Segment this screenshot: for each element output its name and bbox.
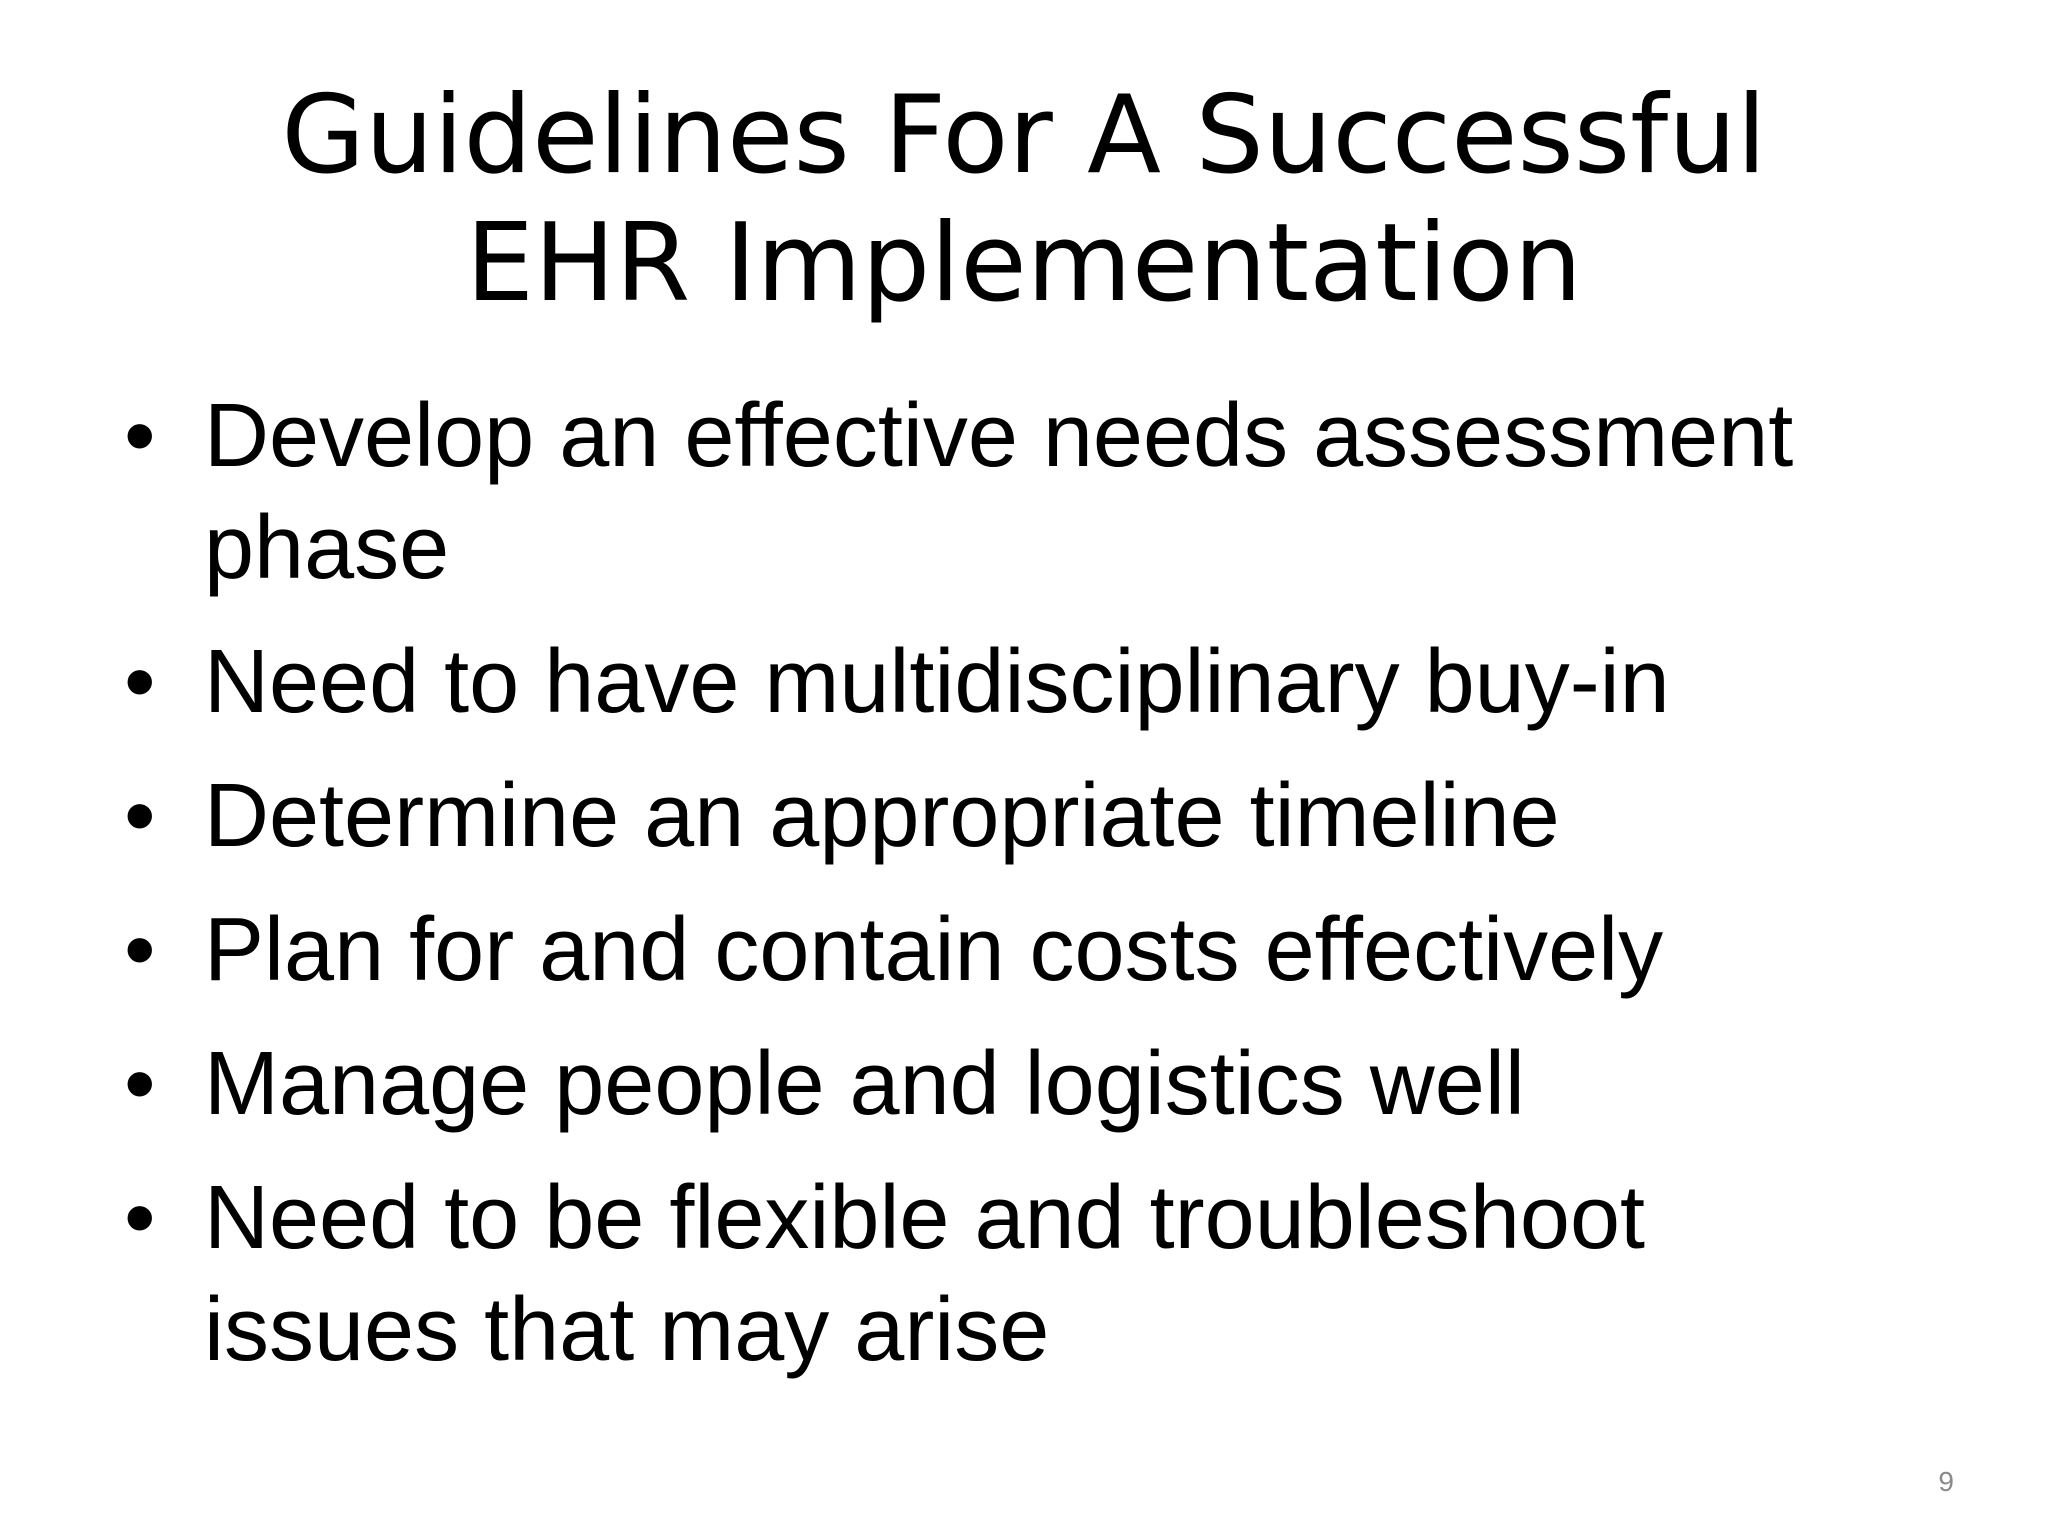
bullet-item	[124, 760, 1924, 872]
bullet-icon: •	[124, 766, 156, 866]
bullet-item	[124, 1162, 1924, 1386]
bullet-text: Plan for and contain costs effectively	[204, 900, 1664, 1000]
bullet-icon: •	[124, 386, 156, 486]
bullet-text: Develop an effective needs assessment phase	[204, 386, 1794, 598]
bullet-item	[124, 626, 1924, 738]
slide-title-line-2: EHR Implementation	[465, 201, 1583, 326]
bullet-item	[124, 380, 1924, 604]
bullet-text: Manage people and logistics well	[204, 1034, 1525, 1134]
bullet-list	[124, 380, 1924, 1408]
bullet-text: Need to have multidisciplinary buy-in	[204, 632, 1670, 732]
bullet-icon: •	[124, 1034, 156, 1134]
page-number: 9	[1938, 1466, 1954, 1497]
bullet-item	[124, 894, 1924, 1006]
bullet-item	[124, 1028, 1924, 1140]
slide-title-line-1: Guidelines For A Successful	[281, 73, 1767, 198]
slide-title	[0, 72, 2048, 328]
bullet-icon: •	[124, 900, 156, 1000]
bullet-icon: •	[124, 1168, 156, 1268]
bullet-text: Determine an appropriate timeline	[204, 766, 1560, 866]
bullet-icon: •	[124, 632, 156, 732]
bullet-text: Need to be flexible and troubleshoot issues that may arise	[204, 1168, 1646, 1380]
